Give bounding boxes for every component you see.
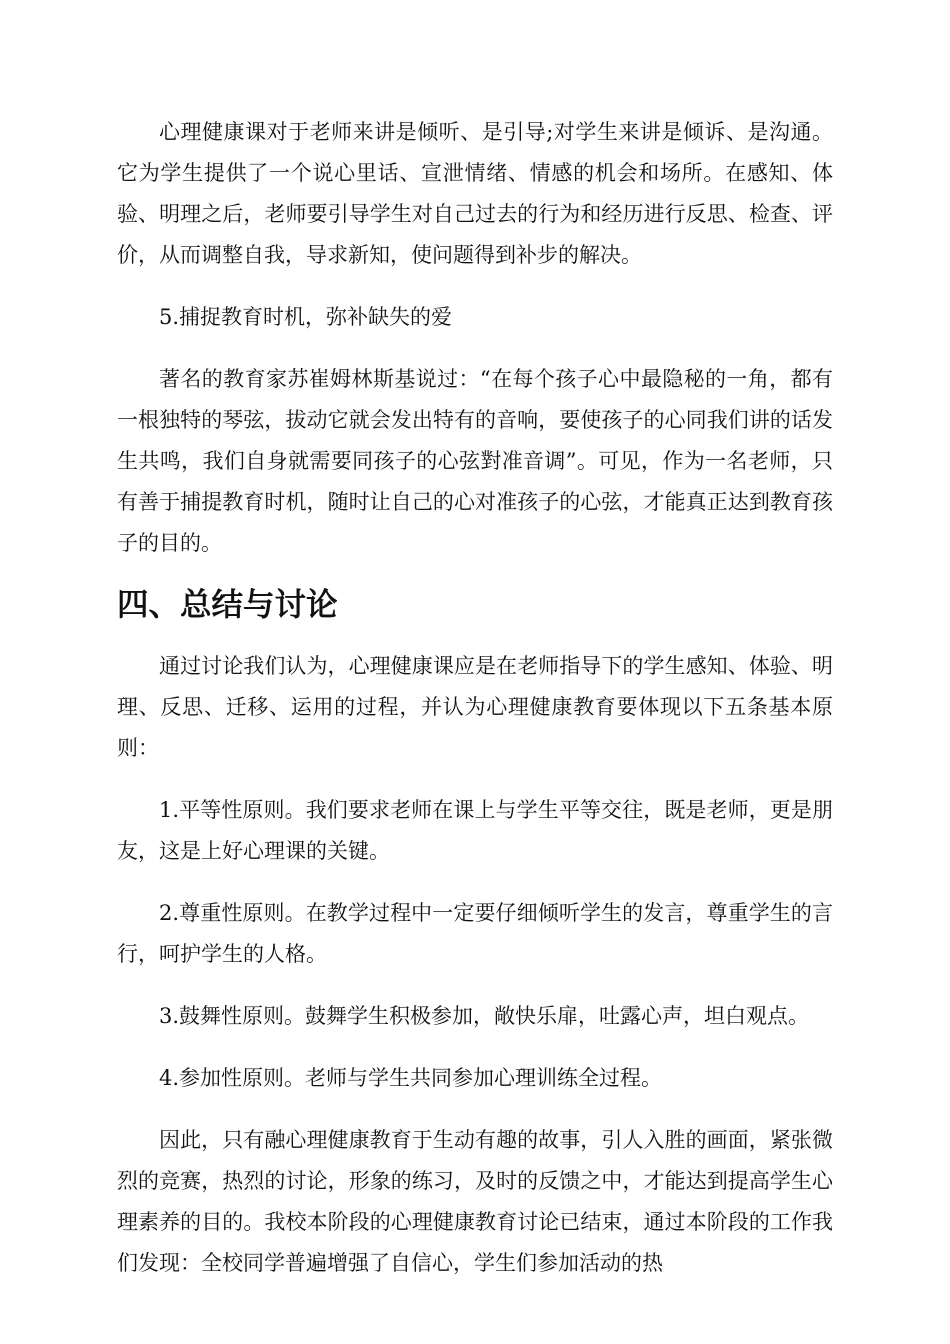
paragraph-quote: 著名的教育家苏崔姆林斯基说过：“在每个孩子心中最隐秘的一角，都有一根独特的琴弦，拔动它就会发出特有的音响，要使孩子的心同我们讲的话发生共鸣，我们自身就需要同孩子的心弦對准音调”。可见，作为一名老师，只有善于捕提教育时机，随时让自己的心对准孩子的心弦，才能真正达到教育孩子的目的。 [117,367,833,555]
paragraph-principle-3: 3.鼓舞性原则。鼓舞学生积极参加，敞快乐扉，吐露心声，坦白观点。 [159,1004,810,1028]
paragraph-subheading-5: 5.捕捉教育时机，弥补缺失的爱 [159,305,453,329]
document-page [117,112,833,1305]
paragraph-teacher-role: 心理健康课对于老师来讲是倾听、是引导;对学生来讲是倾诉、是沟通。它为学生提供了一个说心里话、宣泄情绪、情感的机会和场所。在感知、体验、明理之后，老师要引导学生对自己过去的行为和经历进行反思、检查、评价，从而调整自我，导求新知，使问题得到补步的解决。 [117,120,833,267]
paragraph-conclusion: 因此，只有融心理健康教育于生动有趣的故事，引人入胜的画面，紧张微烈的竞赛，热烈的讨论，形象的练习，及时的反馈之中，才能达到提高学生心理素养的目的。我校本阶段的心理健康教育讨论已结束，通过本阶段的工作我们发现：全校同学普遍增强了自信心，学生们参加活动的热 [117,1128,833,1275]
paragraph-principle-2: 2.尊重性原则。在教学过程中一定要仔细倾听学生的发言，尊重学生的言行，呵护学生的人格。 [117,901,833,966]
paragraph-principle-4: 4.参加性原则。老师与学生共同参加心理训练全过程。 [159,1066,663,1090]
paragraph-principles-intro: 通过讨论我们认为，心理健康课应是在老师指导下的学生感知、体验、明理、反思、迁移、运用的过程，并认为心理健康教育要体现以下五条基本原则： [117,654,833,760]
paragraph-principle-1: 1.平等性原则。我们要求老师在课上与学生平等交往，既是老师，更是朋友，这是上好心理课的关键。 [117,798,833,863]
section-heading: 四、总结与讨论 [117,587,338,623]
